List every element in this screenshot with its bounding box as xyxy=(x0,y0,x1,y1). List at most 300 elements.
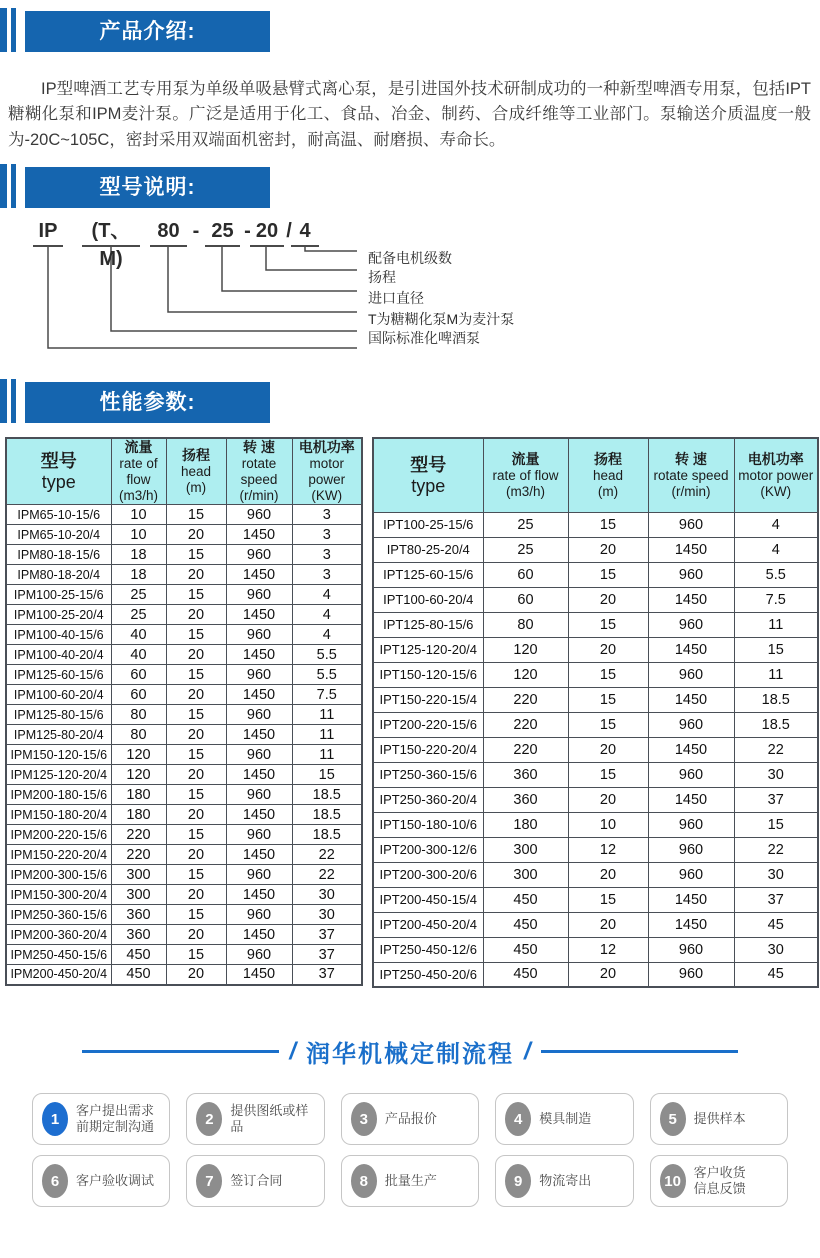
diagram-label: T为糖糊化泵M为麦汁泵 xyxy=(368,311,515,327)
header-unit: (m3/h) xyxy=(505,483,545,499)
value-cell: 960 xyxy=(226,665,292,685)
column-header xyxy=(734,438,818,512)
flow-step xyxy=(650,1093,788,1145)
table-row xyxy=(6,565,362,585)
table-row xyxy=(6,925,362,945)
model-name-cell: IPM80-18-20/4 xyxy=(6,565,111,585)
step-label: 客户验收调试 xyxy=(76,1173,155,1188)
column-header xyxy=(648,438,734,512)
value-cell: 22 xyxy=(734,837,818,862)
value-cell: 18.5 xyxy=(734,687,818,712)
table-row xyxy=(373,712,818,737)
step-label: 物流寄出 xyxy=(539,1173,592,1188)
model-code-token: / xyxy=(286,220,292,242)
table-row xyxy=(373,862,818,887)
decorative-bar xyxy=(0,164,7,208)
value-cell: 20 xyxy=(166,805,226,825)
model-name-cell: IPM100-40-20/4 xyxy=(6,645,111,665)
decorative-bar xyxy=(0,379,7,423)
value-cell: 180 xyxy=(111,805,166,825)
table-row xyxy=(6,945,362,965)
value-cell: 300 xyxy=(483,862,568,887)
value-cell: 450 xyxy=(111,945,166,965)
model-name-cell: IPM65-10-20/4 xyxy=(6,525,111,545)
step-number-badge: 5 xyxy=(660,1102,686,1136)
value-cell: 960 xyxy=(648,712,734,737)
flow-title-bar xyxy=(0,1034,820,1069)
table-row xyxy=(6,785,362,805)
value-cell: 30 xyxy=(734,862,818,887)
model-name-cell: IPM125-60-15/6 xyxy=(6,665,111,685)
value-cell: 25 xyxy=(111,585,166,605)
model-name-cell: IPT150-180-10/6 xyxy=(373,812,483,837)
section-header-intro xyxy=(0,8,320,52)
value-cell: 180 xyxy=(111,785,166,805)
column-header xyxy=(292,438,362,505)
value-cell: 1450 xyxy=(226,765,292,785)
value-cell: 1450 xyxy=(648,587,734,612)
value-cell: 15 xyxy=(568,662,648,687)
header-zh: 型号 xyxy=(410,454,447,475)
value-cell: 80 xyxy=(111,705,166,725)
value-cell: 20 xyxy=(166,965,226,985)
value-cell: 22 xyxy=(292,845,362,865)
model-name-cell: IPM80-18-15/6 xyxy=(6,545,111,565)
section-title-intro: 产品介绍: xyxy=(25,11,270,52)
value-cell: 60 xyxy=(483,562,568,587)
value-cell: 30 xyxy=(292,885,362,905)
value-cell: 11 xyxy=(734,612,818,637)
value-cell: 12 xyxy=(568,837,648,862)
flow-step xyxy=(495,1155,633,1207)
model-name-cell: IPM200-360-20/4 xyxy=(6,925,111,945)
value-cell: 45 xyxy=(734,962,818,987)
value-cell: 15 xyxy=(166,945,226,965)
value-cell: 20 xyxy=(568,587,648,612)
table-row xyxy=(373,787,818,812)
table-row xyxy=(6,725,362,745)
value-cell: 30 xyxy=(734,762,818,787)
table-row xyxy=(6,825,362,845)
value-cell: 18.5 xyxy=(292,805,362,825)
model-name-cell: IPM125-120-20/4 xyxy=(6,765,111,785)
model-name-cell: IPT100-60-20/4 xyxy=(373,587,483,612)
value-cell: 15 xyxy=(166,705,226,725)
value-cell: 360 xyxy=(111,905,166,925)
slash-decoration: / xyxy=(524,1037,531,1065)
value-cell: 180 xyxy=(483,812,568,837)
value-cell: 45 xyxy=(734,912,818,937)
diagram-label: 配备电机级数 xyxy=(368,250,452,266)
value-cell: 30 xyxy=(734,937,818,962)
model-name-cell: IPT125-60-15/6 xyxy=(373,562,483,587)
value-cell: 300 xyxy=(111,885,166,905)
header-zh: 转 速 xyxy=(243,439,275,455)
model-code-token: (T、M) xyxy=(82,217,140,247)
flow-step xyxy=(32,1093,170,1145)
header-en: head xyxy=(592,467,624,483)
value-cell: 3 xyxy=(292,525,362,545)
model-code-token: 25 xyxy=(205,217,240,247)
value-cell: 15 xyxy=(166,665,226,685)
value-cell: 15 xyxy=(166,545,226,565)
value-cell: 20 xyxy=(166,685,226,705)
column-header xyxy=(373,438,483,512)
value-cell: 960 xyxy=(226,625,292,645)
value-cell: 960 xyxy=(648,837,734,862)
header-zh: 转 速 xyxy=(675,450,707,467)
value-cell: 450 xyxy=(111,965,166,985)
model-name-cell: IPT200-300-12/6 xyxy=(373,837,483,862)
decorative-bar xyxy=(11,8,16,52)
header-zh: 扬程 xyxy=(182,447,210,463)
value-cell: 20 xyxy=(568,537,648,562)
model-name-cell: IPT80-25-20/4 xyxy=(373,537,483,562)
step-label: 提供样本 xyxy=(693,1111,746,1126)
flow-title-text: 润华机械定制流程 xyxy=(306,1041,514,1068)
value-cell: 960 xyxy=(226,945,292,965)
header-en: motor power xyxy=(308,456,346,487)
value-cell: 960 xyxy=(226,505,292,525)
value-cell: 20 xyxy=(568,912,648,937)
value-cell: 18.5 xyxy=(292,785,362,805)
value-cell: 3 xyxy=(292,565,362,585)
header-unit: (r/min) xyxy=(239,488,279,503)
flow-step xyxy=(341,1093,479,1145)
value-cell: 11 xyxy=(292,745,362,765)
value-cell: 25 xyxy=(111,605,166,625)
value-cell: 22 xyxy=(734,737,818,762)
model-name-cell: IPM65-10-15/6 xyxy=(6,505,111,525)
value-cell: 120 xyxy=(111,745,166,765)
step-number-badge: 8 xyxy=(351,1164,377,1198)
value-cell: 30 xyxy=(292,905,362,925)
header-unit: (KW) xyxy=(760,483,792,499)
value-cell: 37 xyxy=(292,925,362,945)
table-row xyxy=(6,665,362,685)
decorative-bar xyxy=(11,379,16,423)
value-cell: 1450 xyxy=(648,687,734,712)
title-line-right xyxy=(541,1050,738,1053)
header-zh: 扬程 xyxy=(594,450,622,467)
value-cell: 37 xyxy=(292,965,362,985)
value-cell: 7.5 xyxy=(292,685,362,705)
column-header xyxy=(111,438,166,505)
value-cell: 3 xyxy=(292,505,362,525)
table-row xyxy=(373,962,818,987)
value-cell: 11 xyxy=(292,725,362,745)
model-code-token: 80 xyxy=(150,217,187,247)
table-row xyxy=(6,885,362,905)
step-number-badge: 2 xyxy=(196,1102,222,1136)
value-cell: 1450 xyxy=(648,912,734,937)
value-cell: 450 xyxy=(483,962,568,987)
value-cell: 960 xyxy=(648,612,734,637)
value-cell: 15 xyxy=(166,905,226,925)
model-name-cell: IPM100-60-20/4 xyxy=(6,685,111,705)
diagram-label: 扬程 xyxy=(368,269,396,285)
value-cell: 1450 xyxy=(226,845,292,865)
value-cell: 5.5 xyxy=(734,562,818,587)
diagram-label: 进口直径 xyxy=(368,290,424,306)
flow-step xyxy=(650,1155,788,1207)
value-cell: 450 xyxy=(483,937,568,962)
value-cell: 960 xyxy=(648,662,734,687)
table-row xyxy=(6,685,362,705)
value-cell: 60 xyxy=(483,587,568,612)
value-cell: 360 xyxy=(483,762,568,787)
title-line-left xyxy=(82,1050,279,1053)
value-cell: 1450 xyxy=(648,637,734,662)
value-cell: 80 xyxy=(111,725,166,745)
model-code-token: - xyxy=(244,220,251,242)
value-cell: 20 xyxy=(568,737,648,762)
value-cell: 450 xyxy=(483,912,568,937)
model-name-cell: IPT150-220-15/4 xyxy=(373,687,483,712)
model-name-cell: IPT150-220-20/4 xyxy=(373,737,483,762)
table-row xyxy=(373,887,818,912)
value-cell: 25 xyxy=(483,512,568,537)
table-row xyxy=(373,637,818,662)
value-cell: 220 xyxy=(111,845,166,865)
table-row xyxy=(6,965,362,985)
value-cell: 20 xyxy=(166,925,226,945)
table-row xyxy=(6,905,362,925)
model-code-diagram xyxy=(0,215,820,375)
table-row xyxy=(373,587,818,612)
header-zh: 型号 xyxy=(40,451,77,471)
value-cell: 20 xyxy=(166,605,226,625)
model-code-token: 20 xyxy=(250,217,284,247)
value-cell: 15 xyxy=(568,687,648,712)
header-en: head xyxy=(180,464,212,479)
model-name-cell: IPM150-300-20/4 xyxy=(6,885,111,905)
step-label: 客户收货 信息反馈 xyxy=(693,1165,746,1196)
value-cell: 360 xyxy=(483,787,568,812)
value-cell: 10 xyxy=(111,505,166,525)
decorative-bar xyxy=(11,164,16,208)
value-cell: 60 xyxy=(111,665,166,685)
model-name-cell: IPT200-220-15/6 xyxy=(373,712,483,737)
table-row xyxy=(6,585,362,605)
value-cell: 960 xyxy=(648,962,734,987)
header-unit: (KW) xyxy=(311,488,343,503)
model-name-cell: IPM150-120-15/6 xyxy=(6,745,111,765)
slash-decoration: / xyxy=(289,1037,296,1065)
model-name-cell: IPT200-450-15/4 xyxy=(373,887,483,912)
step-label: 客户提出需求 前期定制沟通 xyxy=(76,1103,155,1134)
value-cell: 1450 xyxy=(648,887,734,912)
header-unit: (m3/h) xyxy=(118,488,158,503)
step-label: 产品报价 xyxy=(384,1111,437,1126)
header-en: rotate speed xyxy=(240,456,278,487)
value-cell: 220 xyxy=(483,687,568,712)
header-en: rate of flow xyxy=(119,456,158,487)
model-name-cell: IPM150-180-20/4 xyxy=(6,805,111,825)
value-cell: 15 xyxy=(734,637,818,662)
step-number-badge: 3 xyxy=(351,1102,377,1136)
value-cell: 20 xyxy=(166,645,226,665)
performance-table-ipt xyxy=(372,437,819,988)
value-cell: 960 xyxy=(226,825,292,845)
value-cell: 1450 xyxy=(226,805,292,825)
model-name-cell: IPM250-360-15/6 xyxy=(6,905,111,925)
value-cell: 1450 xyxy=(226,645,292,665)
header-zh: 流量 xyxy=(511,450,540,467)
table-row xyxy=(6,605,362,625)
performance-table-ipm xyxy=(5,437,363,986)
header-en: type xyxy=(411,475,446,496)
model-name-cell: IPT125-80-15/6 xyxy=(373,612,483,637)
value-cell: 18 xyxy=(111,565,166,585)
value-cell: 300 xyxy=(111,865,166,885)
column-header xyxy=(166,438,226,505)
value-cell: 37 xyxy=(734,887,818,912)
step-number-badge: 4 xyxy=(505,1102,531,1136)
value-cell: 1450 xyxy=(226,685,292,705)
value-cell: 3 xyxy=(292,545,362,565)
value-cell: 15 xyxy=(166,585,226,605)
value-cell: 960 xyxy=(648,862,734,887)
model-name-cell: IPT250-360-20/4 xyxy=(373,787,483,812)
header-en: type xyxy=(41,472,76,492)
table-row xyxy=(373,512,818,537)
value-cell: 450 xyxy=(483,887,568,912)
value-cell: 20 xyxy=(166,845,226,865)
value-cell: 1450 xyxy=(648,787,734,812)
value-cell: 960 xyxy=(226,705,292,725)
value-cell: 960 xyxy=(226,545,292,565)
header-en: motor power xyxy=(738,467,814,483)
table-row xyxy=(373,937,818,962)
model-name-cell: IPM100-25-15/6 xyxy=(6,585,111,605)
value-cell: 20 xyxy=(568,962,648,987)
value-cell: 220 xyxy=(483,712,568,737)
value-cell: 960 xyxy=(648,562,734,587)
value-cell: 20 xyxy=(166,565,226,585)
table-row xyxy=(373,562,818,587)
value-cell: 40 xyxy=(111,625,166,645)
value-cell: 120 xyxy=(483,637,568,662)
flow-step xyxy=(186,1093,324,1145)
value-cell: 18.5 xyxy=(734,712,818,737)
value-cell: 15 xyxy=(166,825,226,845)
model-code-token: - xyxy=(192,220,200,242)
value-cell: 960 xyxy=(648,937,734,962)
value-cell: 120 xyxy=(483,662,568,687)
flow-step xyxy=(32,1155,170,1207)
table-row xyxy=(6,545,362,565)
value-cell: 37 xyxy=(292,945,362,965)
header-zh: 电机功率 xyxy=(747,450,804,467)
step-label: 提供图纸或样 品 xyxy=(230,1103,309,1134)
table-row xyxy=(6,805,362,825)
table-row xyxy=(6,865,362,885)
value-cell: 11 xyxy=(734,662,818,687)
step-label: 批量生产 xyxy=(384,1173,437,1188)
value-cell: 5.5 xyxy=(292,665,362,685)
column-header xyxy=(226,438,292,505)
value-cell: 15 xyxy=(166,505,226,525)
table-row xyxy=(6,505,362,525)
value-cell: 15 xyxy=(568,762,648,787)
flow-steps-row-1 xyxy=(32,1093,788,1145)
value-cell: 18 xyxy=(111,545,166,565)
value-cell: 10 xyxy=(568,812,648,837)
value-cell: 20 xyxy=(166,525,226,545)
value-cell: 7.5 xyxy=(734,587,818,612)
table-row xyxy=(373,912,818,937)
value-cell: 960 xyxy=(648,512,734,537)
value-cell: 60 xyxy=(111,685,166,705)
value-cell: 220 xyxy=(111,825,166,845)
value-cell: 1450 xyxy=(226,925,292,945)
value-cell: 20 xyxy=(568,637,648,662)
model-name-cell: IPM250-450-15/6 xyxy=(6,945,111,965)
value-cell: 40 xyxy=(111,645,166,665)
value-cell: 1450 xyxy=(226,725,292,745)
model-name-cell: IPM200-300-15/6 xyxy=(6,865,111,885)
step-number-badge: 1 xyxy=(42,1102,68,1136)
table-row xyxy=(373,537,818,562)
value-cell: 15 xyxy=(166,625,226,645)
value-cell: 20 xyxy=(166,765,226,785)
table-row xyxy=(6,525,362,545)
model-name-cell: IPM200-180-15/6 xyxy=(6,785,111,805)
table-row xyxy=(373,812,818,837)
section-header-model xyxy=(0,164,320,208)
header-en: rate of flow xyxy=(492,467,559,483)
step-label: 模具制造 xyxy=(539,1111,592,1126)
value-cell: 15 xyxy=(292,765,362,785)
decorative-bar xyxy=(0,8,7,52)
value-cell: 960 xyxy=(226,905,292,925)
table-row xyxy=(6,645,362,665)
value-cell: 10 xyxy=(111,525,166,545)
value-cell: 1450 xyxy=(226,965,292,985)
table-row xyxy=(373,612,818,637)
value-cell: 960 xyxy=(648,812,734,837)
value-cell: 1450 xyxy=(648,737,734,762)
table-row xyxy=(6,745,362,765)
value-cell: 25 xyxy=(483,537,568,562)
column-header xyxy=(483,438,568,512)
step-number-badge: 7 xyxy=(196,1164,222,1198)
table-header-row xyxy=(373,438,818,512)
value-cell: 20 xyxy=(166,885,226,905)
value-cell: 1450 xyxy=(226,605,292,625)
step-number-badge: 6 xyxy=(42,1164,68,1198)
value-cell: 960 xyxy=(226,585,292,605)
table-row xyxy=(373,762,818,787)
model-code-token: IP xyxy=(33,217,63,247)
value-cell: 1450 xyxy=(226,885,292,905)
value-cell: 300 xyxy=(483,837,568,862)
value-cell: 20 xyxy=(166,725,226,745)
value-cell: 960 xyxy=(226,745,292,765)
table-row xyxy=(6,625,362,645)
value-cell: 80 xyxy=(483,612,568,637)
value-cell: 960 xyxy=(648,762,734,787)
value-cell: 15 xyxy=(568,562,648,587)
diagram-label: 国际标准化啤酒泵 xyxy=(368,330,480,346)
header-en: rotate speed xyxy=(653,467,729,483)
value-cell: 15 xyxy=(166,785,226,805)
value-cell: 4 xyxy=(734,537,818,562)
value-cell: 15 xyxy=(568,512,648,537)
value-cell: 15 xyxy=(568,712,648,737)
value-cell: 15 xyxy=(166,865,226,885)
